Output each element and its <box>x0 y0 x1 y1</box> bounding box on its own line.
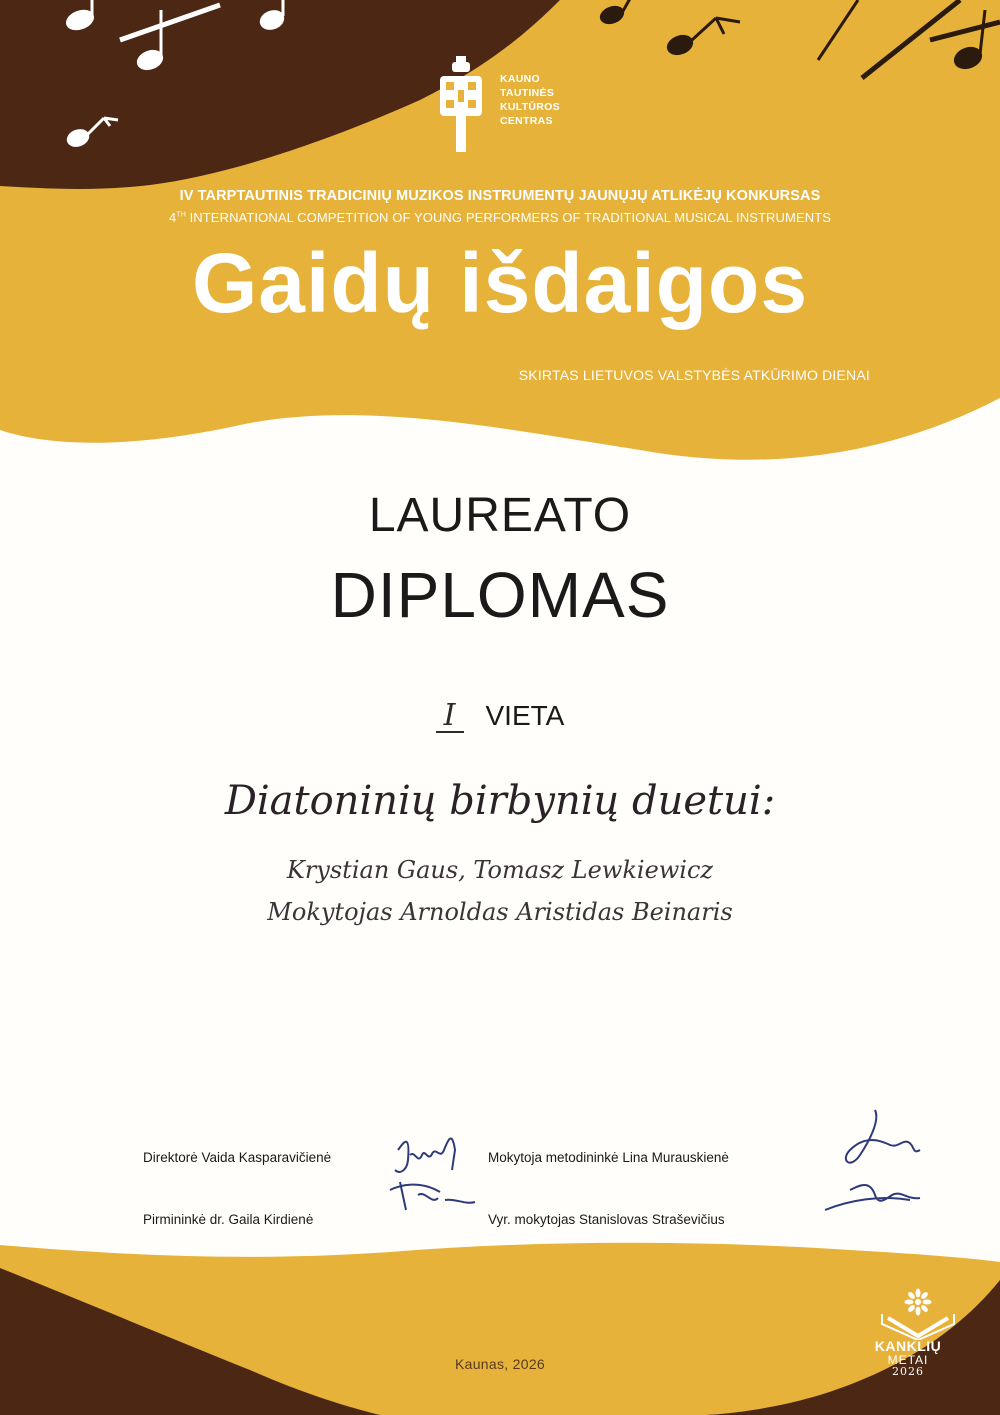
diploma-title-line1: LAUREATO <box>368 489 632 542</box>
kankliu-metai-logo <box>866 1290 950 1378</box>
kaunas-culture-center-logo <box>436 56 486 156</box>
ordinal-number: 4 <box>168 210 177 225</box>
signatory-director: Direktorė Vaida Kasparavičienė <box>143 1150 332 1165</box>
diploma-title-line2: DIPLOMAS <box>330 559 670 631</box>
place-label: VIETA <box>485 700 565 731</box>
place-row <box>0 700 1000 733</box>
competition-title-en-rest: INTERNATIONAL COMPETITION OF YOUNG PERFORMERS OF TRADITIONAL MUSICAL INSTRUMENTS <box>185 210 832 225</box>
participants-line: Krystian Gaus, Tomasz Lewkiewicz <box>286 856 714 884</box>
logo-line: KULTŪROS <box>500 101 560 113</box>
logo-line: KAUNO <box>500 73 540 85</box>
teacher-line: Mokytojas Arnoldas Aristidas Beinaris <box>267 898 733 926</box>
kankliu-metai-word: METAI <box>887 1353 929 1367</box>
logo-text <box>500 72 590 128</box>
kankliu-word: KANKLIŲ <box>874 1338 942 1354</box>
competition-title-en <box>0 210 1000 225</box>
signatory-senior-teacher: Vyr. mokytojas Stanislovas Straševičius <box>488 1212 725 1227</box>
awardee-line: Diatoninių birbynių duetui: <box>224 778 776 824</box>
signatory-chair: Pirmininkė dr. Gaila Kirdienė <box>143 1212 314 1227</box>
dedication-line: SKIRTAS LIETUVOS VALSTYBĖS ATKŪRIMO DIENAI <box>518 367 870 383</box>
handwritten-signature-methodist <box>820 1100 930 1230</box>
handwritten-signature-director <box>380 1120 480 1230</box>
competition-title-lt: IV TARPTAUTINIS TRADICINIŲ MUZIKOS INSTRUMENTŲ JAUNŲJŲ ATLIKĖJŲ KONKURSAS <box>179 188 821 204</box>
place-and-year: Kaunas, 2026 <box>454 1356 545 1372</box>
logo-line: TAUTINĖS <box>500 87 555 99</box>
logo-line: CENTRAS <box>500 115 553 127</box>
place-number: I <box>436 701 464 733</box>
ordinal-suffix: TH <box>176 211 186 219</box>
signatory-methodist: Mokytoja metodininkė Lina Murauskienė <box>488 1150 729 1165</box>
event-title: Gaidų išdaigos <box>191 236 809 330</box>
kankliu-year: 2026 <box>892 1365 924 1378</box>
